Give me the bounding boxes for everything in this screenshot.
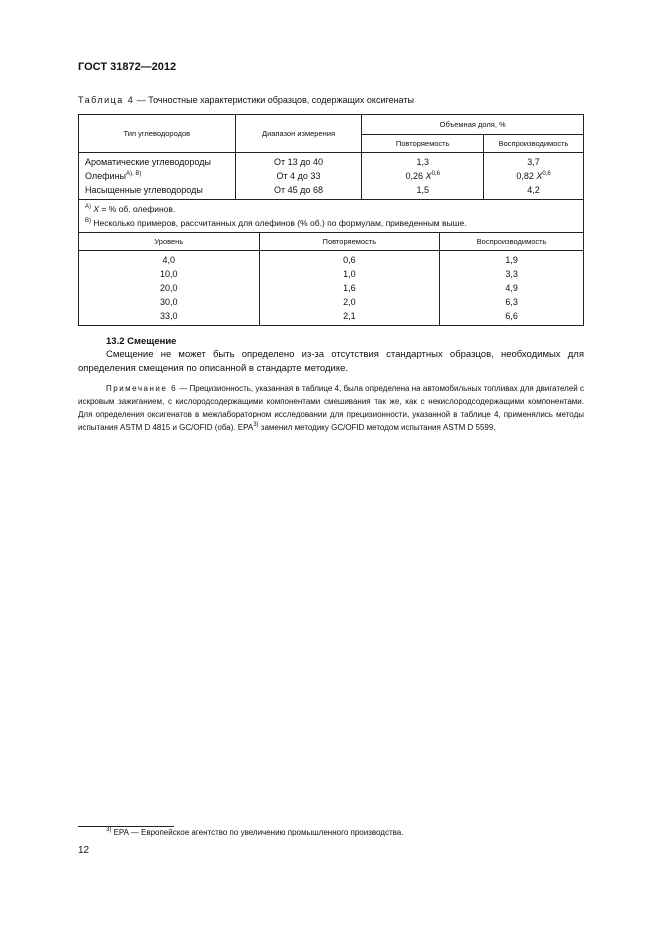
section-title: 13.2 Смещение [106,336,177,347]
table-caption [78,95,414,105]
footnote-divider [78,826,174,827]
sub-header-repeatability: Повторяемость [259,233,440,251]
repeatability-cell: 1,3 0,26 X$^{0,6}$ 1,5 [362,153,484,200]
sub-reproducibility-cell: 1,9 3,3 4,9 6,3 6,6 [440,251,584,326]
table-notes [79,200,584,233]
table-row: Ароматические углеводороды [85,157,211,167]
document-header: ГОСТ 31872—2012 [78,61,177,73]
table-note-b: $^{B)}$ Несколько примеров, рассчитанных для олефинов (% об.) по формулам, приведенным выше. [85,218,467,228]
section-paragraph: Смещение не может быть определено из-за отсутствия стандартных образцов, необходимых для определения смещения по описанной в стандарте методике. [78,349,584,374]
col-header-reproducibility: Воспроизводимость [484,135,584,153]
table-caption-text: — Точностные характеристики образцов, содержащих оксигенаты [134,95,414,105]
footnote-ref: 3) [253,422,259,428]
page-number: 12 [78,845,90,856]
footnote: $^{3)}$ EPA — Европейское агентство по увеличению промышленного производства. [106,827,404,837]
col-header-type: Тип углеводородов [79,115,236,153]
table-caption-lead: Таблица 4 [78,95,135,105]
footnote-ref: A), B) [126,171,142,177]
table-row: Насыщенные углеводороды [85,185,203,195]
precision-table [78,114,584,326]
col-header-repeatability: Повторяемость [362,135,484,153]
col-header-volume: Объемная доля, % [362,115,584,135]
sub-header-level: Уровень [79,233,260,251]
table-row: Олефины$^{A), B)}$ [85,171,142,181]
reproducibility-cell: 3,7 0,82 X$^{0,6}$ 4,2 [484,153,584,200]
note-lead: Примечание 6 [106,384,178,393]
note-paragraph: Примечание 6 — Прецизионность, указанная в таблице 4, была определена на автомобильных топливах для двигателей с искровым зажиганием, с кислородсодержащими компонентами смешивания так же, как с некислородсодержащими компонентами. Для определения оксигенатов в межлабораторном исследовании для прецизионности, указанной в таблице 4, применялись методы испытания ASTM D 4815 и GC/OFID (оба). EPA$^{3)}$ заменил методику GC/OFID методом испытания ASTM D 5599. [78,384,584,432]
sub-repeatability-cell: 0,6 1,0 1,6 2,0 2,1 [259,251,440,326]
sub-header-reproducibility: Воспроизводимость [440,233,584,251]
range-cell: От 13 до 40 От 4 до 33 От 45 до 68 [235,153,362,200]
table-note-a: $^{A)}$ X = % об. олефинов. [85,204,176,214]
col-header-range: Диапазон измерения [235,115,362,153]
level-cell: 4,0 10,0 20,0 30,0 33,0 [79,251,260,326]
type-cell [79,153,236,200]
